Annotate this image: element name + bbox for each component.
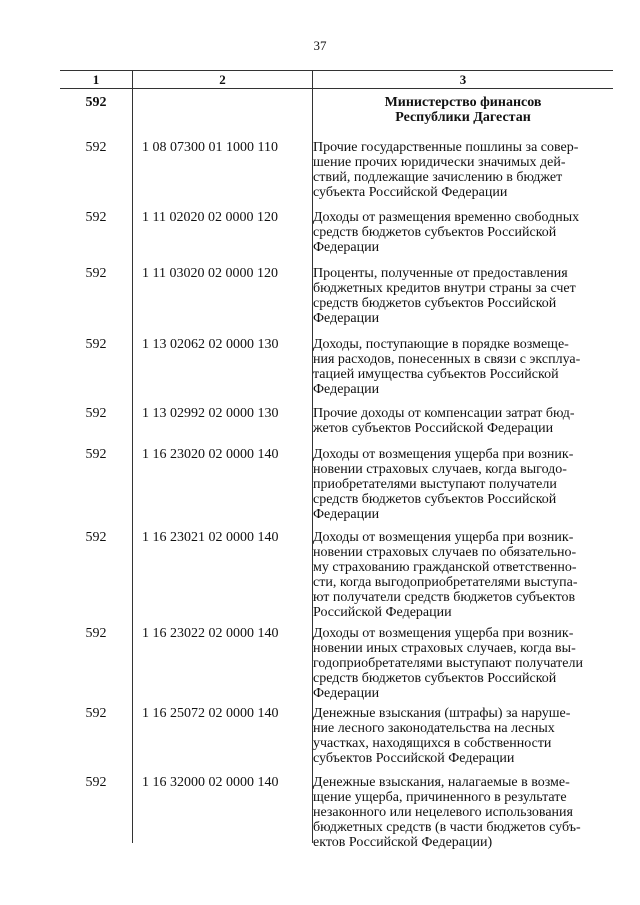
description-line: Доходы от возмещения ущерба при возник- [313, 530, 574, 545]
description-line: годоприобретателями выступают получатели [313, 656, 583, 671]
description-line: Федерации [313, 382, 380, 397]
description-line: Федерации [313, 311, 380, 326]
description-line: Прочие государственные пошлины за совер- [313, 140, 579, 155]
budget-classification-code: 1 16 23020 02 0000 140 [142, 447, 279, 462]
description-line: средств бюджетов субъектов Российской [313, 225, 557, 240]
header-bottom-border [60, 88, 613, 89]
budget-classification-code: 1 11 03020 02 0000 120 [142, 266, 278, 281]
header-col-1: 1 [92, 72, 100, 87]
budget-classification-code: 1 16 25072 02 0000 140 [142, 706, 279, 721]
description-line: ектов Российской Федерации) [313, 835, 493, 850]
description-line: новении иных страховых случаев, когда вы- [313, 641, 576, 656]
column-divider-1 [132, 70, 133, 843]
description-line: щение ущерба, причиненного в результате [313, 790, 567, 805]
description-line: жетов субъектов Российской Федерации [313, 421, 554, 436]
admin-code: 592 [85, 447, 107, 462]
budget-classification-code: 1 16 32000 02 0000 140 [142, 775, 279, 790]
description-line: Российской Федерации [313, 605, 452, 620]
income-description [313, 775, 613, 850]
ministry-name-line: Республики Дагестан [395, 110, 531, 125]
description-line: Доходы, поступающие в порядке возмеще- [313, 337, 569, 352]
admin-code: 592 [85, 266, 107, 281]
description-line: Федерации [313, 507, 380, 522]
ministry-code: 592 [85, 95, 107, 110]
admin-code: 592 [85, 626, 107, 641]
description-line: тацией имущества субъектов Российской [313, 367, 559, 382]
description-line: Проценты, полученные от предоставления [313, 266, 568, 281]
description-line: Денежные взыскания, налагаемые в возме- [313, 775, 570, 790]
description-line: сти, когда выгодоприобретателями выступа- [313, 575, 578, 590]
description-line: Доходы от возмещения ущерба при возник- [313, 447, 574, 462]
description-line: средств бюджетов субъектов Российской [313, 492, 557, 507]
description-line: средств бюджетов субъектов Российской [313, 296, 557, 311]
page-number: 37 [313, 38, 327, 53]
description-line: незаконного или нецелевого использования [313, 805, 573, 820]
admin-code: 592 [85, 337, 107, 352]
admin-code: 592 [85, 210, 107, 225]
description-line: ния расходов, понесенных в связи с эксплуа- [313, 352, 581, 367]
admin-code: 592 [85, 406, 107, 421]
description-line: Денежные взыскания (штрафы) за наруше- [313, 706, 571, 721]
description-line: Прочие доходы от компенсации затрат бюд- [313, 406, 575, 421]
admin-code: 592 [85, 530, 107, 545]
description-line: бюджетных средств (в части бюджетов субъ- [313, 820, 581, 835]
admin-code: 592 [85, 140, 107, 155]
income-description [313, 447, 613, 522]
description-line: ют получатели средств бюджетов субъектов [313, 590, 576, 605]
description-line: субъектов Российской Федерации [313, 751, 515, 766]
description-line: шение прочих юридически значимых дей- [313, 155, 566, 170]
description-line: Доходы от возмещения ущерба при возник- [313, 626, 574, 641]
income-description [313, 210, 613, 255]
ministry-name-line: Министерство финансов [384, 95, 542, 110]
description-line: ствий, подлежащие зачислению в бюджет [313, 170, 563, 185]
budget-classification-code: 1 16 23021 02 0000 140 [142, 530, 279, 545]
description-line: средств бюджетов субъектов Российской [313, 671, 557, 686]
description-line: новении страховых случаев, когда выгодо- [313, 462, 567, 477]
income-description [313, 626, 613, 701]
description-line: приобретателями выступают получатели [313, 477, 557, 492]
description-line: участках, находящихся в собственности [313, 736, 552, 751]
income-description [313, 530, 613, 620]
header-col-3: 3 [459, 72, 467, 87]
description-line: Федерации [313, 686, 380, 701]
income-description [313, 406, 613, 436]
income-description [313, 706, 613, 766]
description-line: Доходы от размещения временно свободных [313, 210, 580, 225]
header-col-2: 2 [219, 72, 226, 87]
budget-classification-code: 1 16 23022 02 0000 140 [142, 626, 279, 641]
income-description [313, 266, 613, 326]
budget-classification-code: 1 13 02992 02 0000 130 [142, 406, 279, 421]
budget-classification-code: 1 13 02062 02 0000 130 [142, 337, 279, 352]
budget-classification-code: 1 11 02020 02 0000 120 [142, 210, 278, 225]
description-line: Федерации [313, 240, 380, 255]
description-line: ние лесного законодательства на лесных [313, 721, 555, 736]
income-description [313, 140, 613, 200]
admin-code: 592 [85, 775, 107, 790]
description-line: му страхованию гражданской ответственно- [313, 560, 577, 575]
admin-code: 592 [85, 706, 107, 721]
income-description [313, 337, 613, 397]
ministry-name [313, 95, 613, 125]
description-line: бюджетных кредитов внутри страны за счет [313, 281, 576, 296]
description-line: новении страховых случаев по обязательно- [313, 545, 577, 560]
description-line: субъекта Российской Федерации [313, 185, 508, 200]
budget-classification-code: 1 08 07300 01 1000 110 [142, 140, 278, 155]
